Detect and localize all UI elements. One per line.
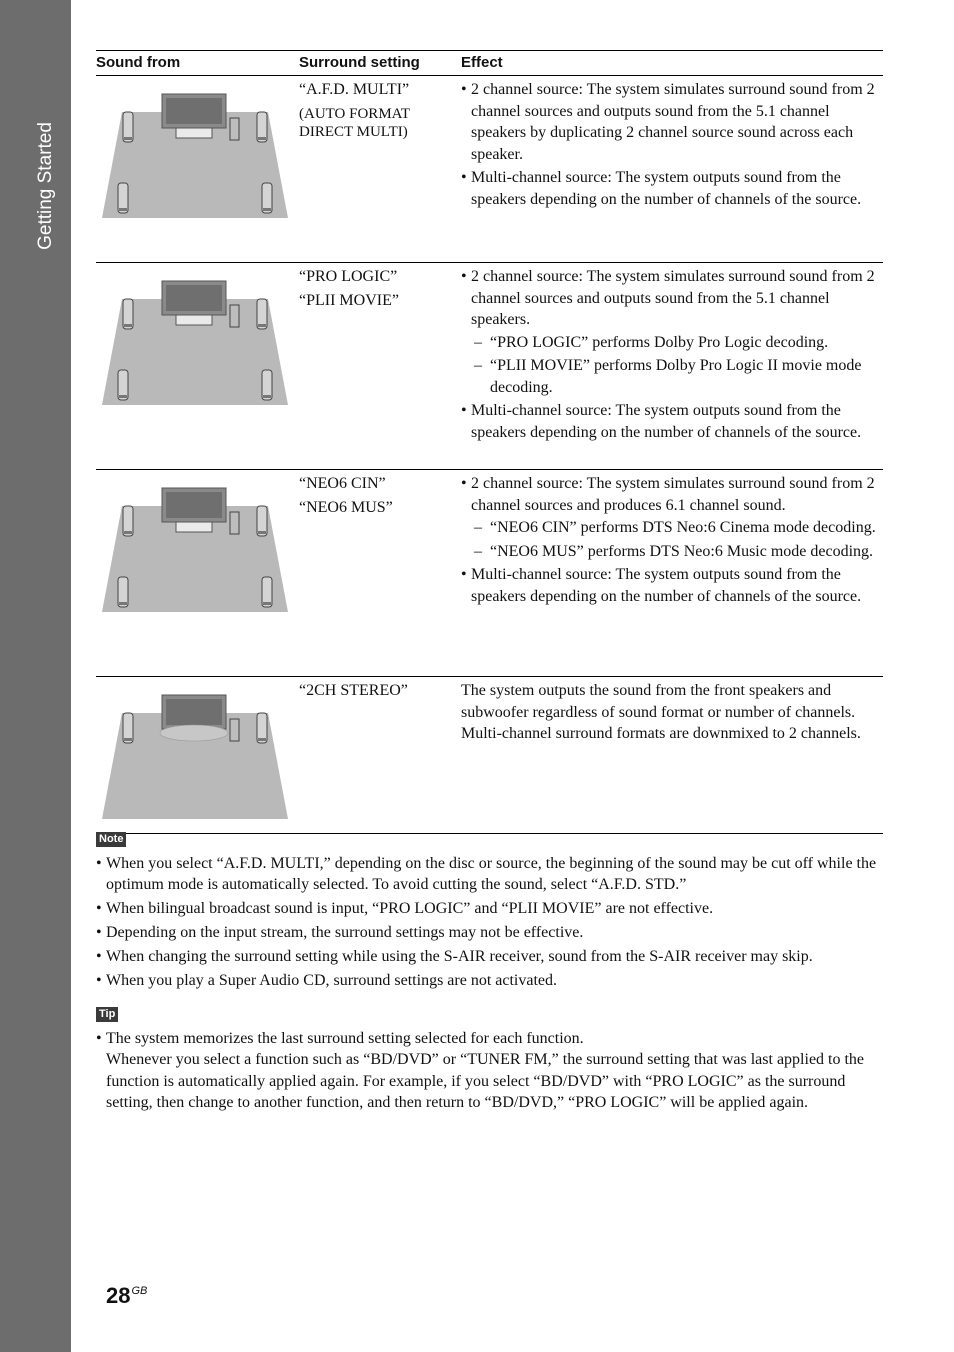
setting-name: “PLII MOVIE”: [299, 291, 399, 309]
header-sound-from: Sound from: [96, 51, 299, 76]
setting-name: “NEO6 MUS”: [299, 498, 393, 516]
effect-sublist: [471, 517, 883, 562]
speaker-layout-illustration: [102, 691, 288, 819]
page-suffix: GB: [131, 1285, 148, 1297]
center-speaker-icon: [176, 315, 212, 325]
table-row: [96, 263, 883, 470]
list-item: [461, 473, 883, 562]
list-item: [461, 79, 883, 165]
surround-setting-cell: [299, 470, 461, 677]
setting-name: “A.F.D. MULTI”: [299, 81, 410, 98]
table-row: [96, 76, 883, 263]
subwoofer-icon: [230, 512, 239, 534]
table-row: [96, 470, 883, 677]
note-label: Note: [96, 832, 126, 847]
effect-cell: [461, 470, 883, 677]
list-item: – “PLII MOVIE” performs Dolby Pro Logic II movie mode decoding.: [471, 355, 883, 398]
center-speaker-icon: [176, 522, 212, 532]
surround-setting-cell: [299, 76, 461, 263]
tip-section: [96, 1002, 883, 1116]
list-item: – “NEO6 CIN” performs DTS Neo:6 Cinema mode decoding.: [471, 517, 883, 539]
subwoofer-icon: [230, 118, 239, 140]
speaker-layout-illustration: [102, 484, 288, 612]
effect-text: 2 channel source: The system simulates surround sound from 2 channel sources and outputs sound from the 5.1 channel speakers by duplicating 2 channel source sound across each speaker.: [471, 81, 875, 163]
list-item: [461, 266, 883, 398]
note-list: [96, 853, 883, 992]
sound-from-cell: [96, 470, 299, 677]
list-item: • When you play a Super Audio CD, surround settings are not activated.: [96, 970, 883, 992]
list-item: • Depending on the input stream, the surround settings may not be effective.: [96, 922, 883, 944]
effect-cell: [461, 76, 883, 263]
effect-list: [461, 79, 883, 210]
effect-list: [461, 473, 883, 607]
speaker-layout-illustration: [102, 277, 288, 405]
list-item: – “PRO LOGIC” performs Dolby Pro Logic decoding.: [471, 332, 883, 354]
effect-cell: [461, 263, 883, 470]
list-item: • When changing the surround setting while using the S-AIR receiver, sound from the S-AIR receiver may skip.: [96, 946, 883, 968]
tv-screen: [166, 285, 222, 311]
setting-name: “NEO6 CIN”: [299, 475, 386, 492]
header-surround-setting: Surround setting: [299, 51, 461, 76]
tv-screen: [166, 98, 222, 124]
note-section: [96, 827, 883, 994]
sound-from-cell: [96, 677, 299, 834]
subwoofer-icon: [230, 719, 239, 741]
effect-text: 2 channel source: The system simulates surround sound from 2 channel sources and outputs sound from the 5.1 channel speakers.: [471, 268, 875, 328]
section-label: Getting Started: [35, 122, 56, 250]
list-item: [461, 564, 883, 607]
list-item: – “NEO6 MUS” performs DTS Neo:6 Music mode decoding.: [471, 541, 883, 563]
list-item: • When bilingual broadcast sound is input, “PRO LOGIC” and “PLII MOVIE” are not effective.: [96, 898, 883, 920]
effect-cell: [461, 677, 883, 834]
tip-line-2: Whenever you select a function such as “BD/DVD” or “TUNER FM,” the surround setting that was last applied to the function is automatically applied again. For example, if you select “BD/DVD” with “PRO LOGIC” as the surround setting, then change to another function, and then return to “BD/DVD,” “PRO LOGIC” will be applied again.: [106, 1051, 865, 1111]
surround-setting-cell: [299, 677, 461, 834]
effect-text: Multi-channel source: The system outputs sound from the speakers depending on the number of channels of the source.: [471, 169, 862, 208]
table-row: [96, 677, 883, 834]
table-header-row: [96, 51, 883, 76]
page-number: $28^{GB}$: [106, 1283, 148, 1308]
sidebar-tab: [0, 0, 71, 1352]
list-item: [96, 1028, 883, 1114]
surround-settings-table: [96, 50, 883, 834]
sound-from-cell: [96, 76, 299, 263]
effect-text: Multi-channel source: The system outputs sound from the speakers depending on the number of channels of the source.: [471, 402, 862, 441]
setting-name: “2CH STEREO”: [299, 682, 408, 699]
speaker-layout-illustration: [102, 90, 288, 218]
tip-line-1: • The system memorizes the last surround setting selected for each function.: [106, 1029, 584, 1047]
tv-screen: [166, 492, 222, 518]
tip-label: Tip: [96, 1007, 118, 1022]
tv-screen: [166, 699, 222, 725]
effect-text: Multi-channel source: The system outputs sound from the speakers depending on the number of channels of the source.: [471, 566, 862, 605]
list-item: [461, 400, 883, 443]
listening-area: [160, 725, 228, 741]
setting-note: (AUTO FORMAT DIRECT MULTI): [299, 105, 410, 140]
list-item: [461, 167, 883, 210]
surround-setting-cell: [299, 263, 461, 470]
tip-list: [96, 1028, 883, 1114]
header-effect: Effect: [461, 51, 883, 76]
sound-from-cell: [96, 263, 299, 470]
subwoofer-icon: [230, 305, 239, 327]
effect-list: [461, 266, 883, 443]
center-speaker-icon: [176, 128, 212, 138]
effect-text: 2 channel source: The system simulates surround sound from 2 channel sources and produces 6.1 channel sound.: [471, 475, 875, 514]
effect-text: The system outputs the sound from the front speakers and subwoofer regardless of sound format or number of channels. Multi-channel surround formats are downmixed to 2 channels.: [461, 682, 861, 742]
setting-name: “PRO LOGIC”: [299, 268, 398, 285]
list-item: • When you select “A.F.D. MULTI,” depending on the disc or source, the beginning of the sound may be cut off while the optimum mode is automatically selected. To avoid cutting the sound, select “A.F.D. STD.”: [96, 853, 883, 896]
effect-sublist: [471, 332, 883, 399]
